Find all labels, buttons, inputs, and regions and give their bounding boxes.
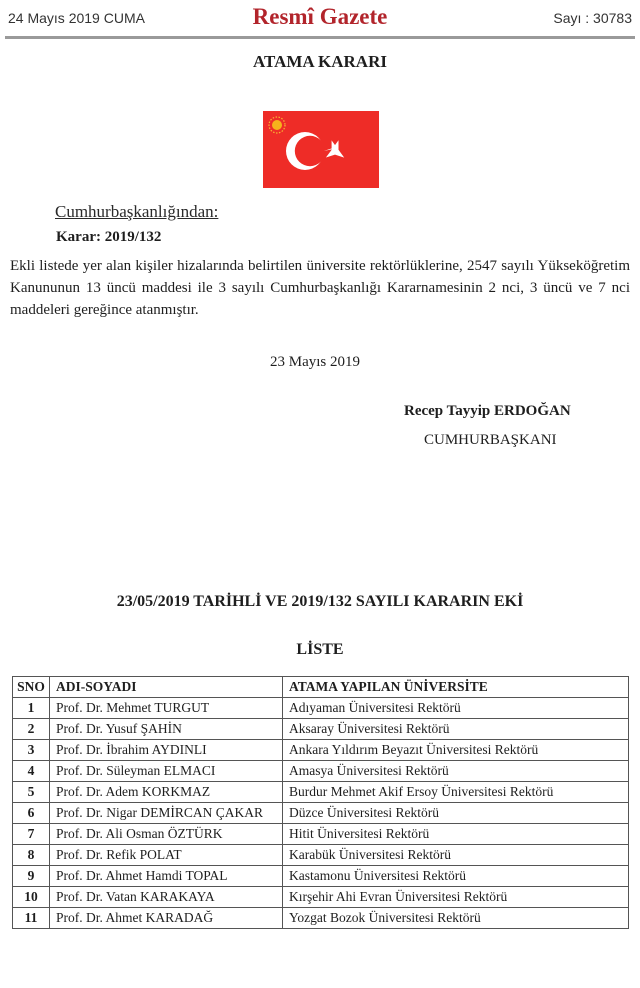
decision-date: 23 Mayıs 2019 (270, 354, 360, 370)
row-sno: 2 (13, 719, 50, 740)
row-sno: 5 (13, 782, 50, 803)
annex-title: 23/05/2019 TARİHLİ VE 2019/132 SAYILI KARARIN EKİ (116, 593, 524, 610)
row-university: Düzce Üniversitesi Rektörü (283, 803, 629, 824)
row-name: Prof. Dr. Refik POLAT (50, 845, 283, 866)
header-divider (5, 36, 635, 39)
table-row (13, 908, 629, 929)
gazette-title: Resmî Gazete (252, 4, 388, 29)
issue-number: Sayı : 30783 (553, 10, 632, 26)
header-date: 24 Mayıs 2019 CUMA (8, 10, 145, 26)
list-title: LİSTE (296, 641, 344, 658)
decision-number: Karar: 2019/132 (56, 229, 162, 245)
row-university: Ankara Yıldırım Beyazıt Üniversitesi Rektörü (283, 740, 629, 761)
row-sno: 10 (13, 887, 50, 908)
row-sno: 9 (13, 866, 50, 887)
row-sno: 7 (13, 824, 50, 845)
table-row (13, 824, 629, 845)
signer-title: CUMHURBAŞKANI (424, 432, 557, 448)
column-header-university: ATAMA YAPILAN ÜNİVERSİTE (283, 677, 629, 698)
decision-body: Ekli listede yer alan kişiler hizalarında belirtilen üniversite rektörlüklerine, 2547 sayılı Yükseköğretim Kanununun 13 üncü maddesi ile 3 sayılı Cumhurbaşkanlığı Kararnamesinin 2 nci, 3 üncü ve 7 nci maddeleri gereğince atanmıştır. (10, 258, 630, 318)
row-university: Kırşehir Ahi Evran Üniversitesi Rektörü (283, 887, 629, 908)
row-sno: 6 (13, 803, 50, 824)
row-name: Prof. Dr. Mehmet TURGUT (50, 698, 283, 719)
row-sno: 8 (13, 845, 50, 866)
document-title: ATAMA KARARI (253, 52, 387, 71)
table-row (13, 719, 629, 740)
table-row (13, 761, 629, 782)
row-university: Burdur Mehmet Akif Ersoy Üniversitesi Rektörü (283, 782, 629, 803)
row-name: Prof. Dr. Süleyman ELMACI (50, 761, 283, 782)
table-row (13, 866, 629, 887)
row-sno: 3 (13, 740, 50, 761)
row-university: Kastamonu Üniversitesi Rektörü (283, 866, 629, 887)
row-name: Prof. Dr. Ali Osman ÖZTÜRK (50, 824, 283, 845)
row-university: Yozgat Bozok Üniversitesi Rektörü (283, 908, 629, 929)
column-header-sno: SNO (13, 677, 50, 698)
row-name: Prof. Dr. Nigar DEMİRCAN ÇAKAR (50, 803, 283, 824)
row-name: Prof. Dr. İbrahim AYDINLI (50, 740, 283, 761)
table-row (13, 803, 629, 824)
issuer-heading: Cumhurbaşkanlığından: (55, 202, 219, 221)
row-university: Aksaray Üniversitesi Rektörü (283, 719, 629, 740)
appointment-table (12, 676, 629, 929)
row-name: Prof. Dr. Adem KORKMAZ (50, 782, 283, 803)
row-sno: 1 (13, 698, 50, 719)
row-university: Karabük Üniversitesi Rektörü (283, 845, 629, 866)
row-university: Hitit Üniversitesi Rektörü (283, 824, 629, 845)
row-sno: 11 (13, 908, 50, 929)
row-sno: 4 (13, 761, 50, 782)
row-name: Prof. Dr. Ahmet KARADAĞ (50, 908, 283, 929)
table-header-row (13, 677, 629, 698)
table-row (13, 740, 629, 761)
row-university: Adıyaman Üniversitesi Rektörü (283, 698, 629, 719)
table-row (13, 887, 629, 908)
column-header-name: ADI-SOYADI (50, 677, 283, 698)
table-row (13, 845, 629, 866)
turkish-flag-icon (263, 111, 379, 188)
row-university: Amasya Üniversitesi Rektörü (283, 761, 629, 782)
presidential-flag-icon (263, 111, 379, 188)
row-name: Prof. Dr. Vatan KARAKAYA (50, 887, 283, 908)
row-name: Prof. Dr. Yusuf ŞAHİN (50, 719, 283, 740)
table-row (13, 782, 629, 803)
signer-name: Recep Tayyip ERDOĞAN (404, 403, 571, 419)
table-row (13, 698, 629, 719)
row-name: Prof. Dr. Ahmet Hamdi TOPAL (50, 866, 283, 887)
